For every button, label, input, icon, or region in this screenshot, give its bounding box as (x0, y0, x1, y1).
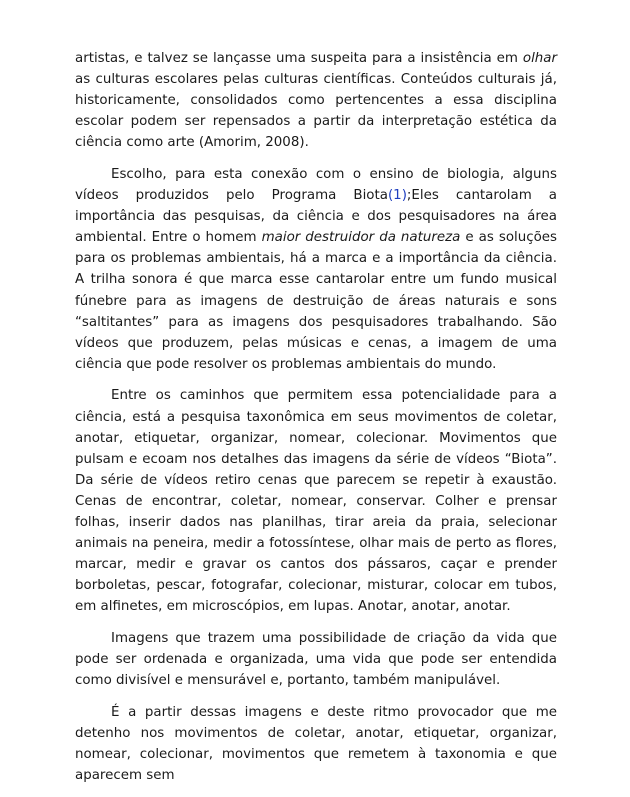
paragraph-2 (75, 164, 557, 375)
paragraph-2-text-a: Escolho, para esta conexão com o ensino de biologia, alguns vídeos produzidos pelo Programa Biota (75, 166, 557, 204)
paragraph-2-emphasis: maior destruidor da natureza (261, 230, 461, 246)
paragraph-1 (75, 48, 557, 153)
paragraph-1-emphasis: olhar (522, 51, 557, 66)
paragraph-5: É a partir dessas imagens e deste ritmo provocador que me detenho nos movimentos de coletar, anotar, etiquetar, organizar, nomear, colecionar, movimentos que remetem à taxonomia e que aparecem sem (75, 704, 557, 783)
paragraph-1-text-a: artistas, e talvez se lançasse uma suspeita para a insistência em (75, 51, 523, 66)
document-body (75, 48, 557, 797)
paragraph-1-text-b: as culturas escolares pelas culturas científicas. Conteúdos culturais já, historicamente, consolidados como pertencentes a essa disciplina escolar podem ser repensados a partir da interpretação estética da ciência como arte (Amorim, 2008). (75, 72, 557, 151)
paragraph-2-text-c: e as soluções para os problemas ambientais, há a marca e a importância da ciência. A trilha sonora é que marca esse cantarolar entre um fundo musical fúnebre para as imagens de destruição de áreas naturais e sons “saltitantes” para as imagens dos pesquisadores trabalhando. São vídeos que produzem, pelas músicas e cenas, a imagem de uma ciência que pode resolver os problemas ambientais do mundo. (75, 230, 557, 372)
paragraph-2-text-b: ;Eles cantarolam a importância das pesquisas, da ciência e dos pesquisadores na área ambiental. Entre o homem (75, 188, 558, 246)
footnote-link[interactable]: (1) (387, 188, 407, 204)
paragraph-3: Entre os caminhos que permitem essa potencialidade para a ciência, está a pesquisa taxonômica em seus movimentos de coletar, anotar, etiquetar, organizar, nomear, colecionar. Movimentos que pulsam e ecoam nos detalhes das imagens da série de vídeos “Biota”. Da série de vídeos retiro cenas que parecem se repetir à exaustão. Cenas de encontrar, coletar, nomear, conservar. Colher e prensar folhas, inserir dados nas planilhas, tirar areia da praia, selecionar animais na peneira, medir a fotossíntese, olhar mais de perto as flores, marcar, medir e gravar os cantos dos pássaros, caçar e prender borboletas, pescar, fotografar, colecionar, misturar, colocar em tubos, em alfinetes, em microscópios, em lupas. Anotar, anotar, anotar. (75, 388, 557, 615)
paragraph-4: Imagens que trazem uma possibilidade de criação da vida que pode ser ordenada e organizada, uma vida que pode ser entendida como divisível e mensurável e, portanto, também manipulável. (75, 630, 557, 689)
